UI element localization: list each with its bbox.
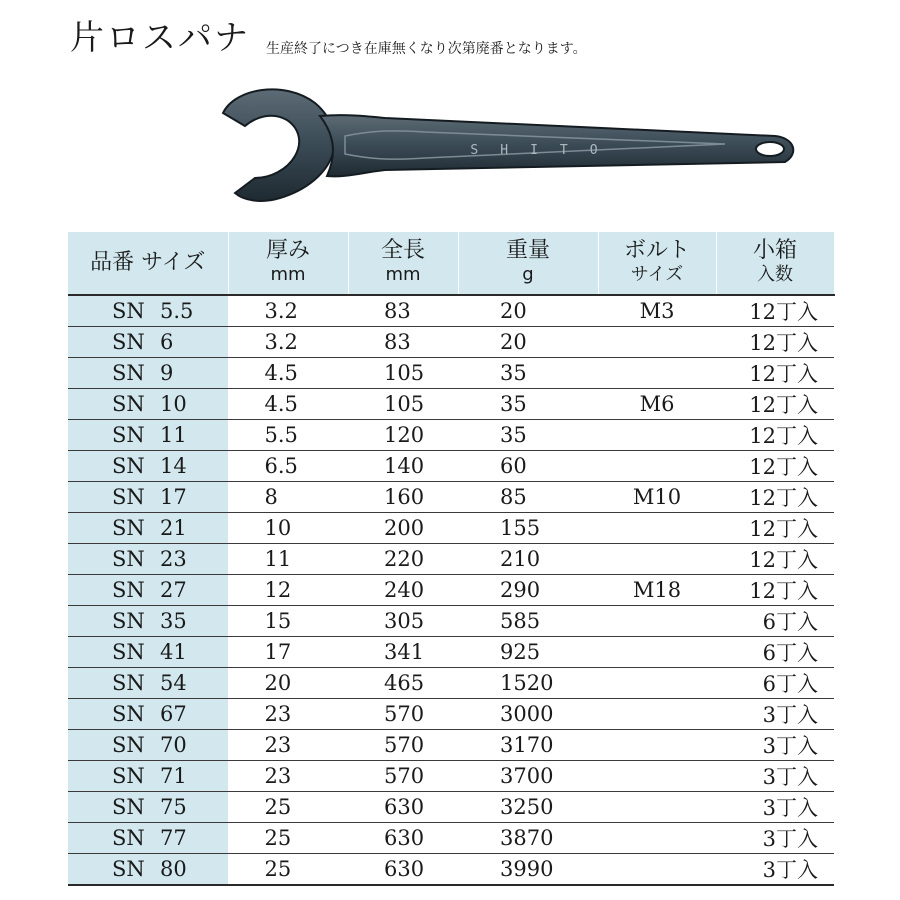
cell-bolt-size [598, 668, 716, 699]
cell-length: 105 [348, 358, 458, 389]
cell-length: 465 [348, 668, 458, 699]
cell-length: 83 [348, 327, 458, 358]
cell-thickness: 4.5 [228, 389, 348, 420]
page-title: 片ロスパナ [70, 18, 250, 58]
cell-thickness: 23 [228, 761, 348, 792]
cell-bolt-size [598, 699, 716, 730]
cell-bolt-size [598, 544, 716, 575]
cell-weight: 35 [458, 358, 598, 389]
part-size: 5.5 [160, 299, 194, 323]
cell-weight: 585 [458, 606, 598, 637]
part-prefix: SN [112, 857, 145, 881]
cell-thickness: 23 [228, 699, 348, 730]
part-prefix: SN [112, 547, 145, 571]
cell-bolt-size [598, 792, 716, 823]
cell-part-number [68, 823, 228, 854]
cell-bolt-size [598, 451, 716, 482]
cell-part-number [68, 513, 228, 544]
cell-box-qty: 12丁入 [716, 544, 834, 575]
wrench-head [223, 89, 334, 201]
cell-weight: 3000 [458, 699, 598, 730]
wrench-photo [215, 78, 805, 218]
cell-box-qty: 3丁入 [716, 854, 834, 886]
cell-length: 83 [348, 295, 458, 327]
cell-part-number [68, 854, 228, 886]
cell-weight: 3170 [458, 730, 598, 761]
table-row [68, 792, 834, 823]
part-size: 70 [160, 733, 187, 757]
part-size: 67 [160, 702, 187, 726]
part-prefix: SN [112, 392, 145, 416]
cell-part-number [68, 699, 228, 730]
cell-thickness: 6.5 [228, 451, 348, 482]
cell-weight: 3990 [458, 854, 598, 886]
cell-thickness: 8 [228, 482, 348, 513]
table-row [68, 761, 834, 792]
part-size: 11 [160, 423, 187, 447]
cell-bolt-size: M10 [598, 482, 716, 513]
cell-part-number [68, 637, 228, 668]
cell-bolt-size: M6 [598, 389, 716, 420]
col-header-unit: サイズ [630, 264, 684, 285]
cell-box-qty: 12丁入 [716, 389, 834, 420]
cell-thickness: 15 [228, 606, 348, 637]
part-prefix: SN [112, 485, 145, 509]
cell-length: 200 [348, 513, 458, 544]
cell-weight: 3870 [458, 823, 598, 854]
cell-length: 570 [348, 761, 458, 792]
wrench-engraving: SHITO [470, 143, 620, 158]
table-row [68, 668, 834, 699]
spec-table [68, 232, 835, 886]
cell-thickness: 4.5 [228, 358, 348, 389]
col-header-part-size [68, 232, 228, 295]
col-header-label: 全長 [380, 238, 425, 263]
cell-weight: 155 [458, 513, 598, 544]
cell-bolt-size [598, 761, 716, 792]
cell-bolt-size [598, 513, 716, 544]
cell-weight: 1520 [458, 668, 598, 699]
col-header-unit: g [522, 264, 534, 285]
col-header-weight [458, 232, 598, 295]
cell-bolt-size [598, 823, 716, 854]
cell-box-qty: 3丁入 [716, 792, 834, 823]
table-row [68, 513, 834, 544]
table-row [68, 854, 834, 886]
cell-bolt-size [598, 606, 716, 637]
table-row [68, 606, 834, 637]
col-header-label: 厚み [265, 238, 310, 263]
part-size: 21 [160, 516, 187, 540]
cell-part-number [68, 389, 228, 420]
cell-box-qty: 12丁入 [716, 327, 834, 358]
cell-thickness: 25 [228, 792, 348, 823]
part-prefix: SN [112, 795, 145, 819]
part-prefix: SN [112, 516, 145, 540]
part-prefix: SN [112, 826, 145, 850]
cell-length: 105 [348, 389, 458, 420]
col-header-length [348, 232, 458, 295]
table-row [68, 358, 834, 389]
part-prefix: SN [112, 702, 145, 726]
part-prefix: SN [112, 423, 145, 447]
cell-thickness: 23 [228, 730, 348, 761]
table-row [68, 637, 834, 668]
cell-length: 341 [348, 637, 458, 668]
part-size: 75 [160, 795, 187, 819]
col-header-unit: 入数 [757, 264, 793, 285]
part-prefix: SN [112, 640, 145, 664]
part-prefix: SN [112, 361, 145, 385]
col-header-unit: mm [270, 264, 306, 285]
cell-weight: 85 [458, 482, 598, 513]
cell-box-qty: 3丁入 [716, 823, 834, 854]
col-header-label: 重量 [505, 238, 550, 263]
part-size: 41 [160, 640, 187, 664]
table-header-row [68, 232, 834, 295]
cell-weight: 3250 [458, 792, 598, 823]
cell-box-qty: 3丁入 [716, 699, 834, 730]
part-size: 6 [160, 330, 174, 354]
part-size: 77 [160, 826, 187, 850]
cell-part-number [68, 295, 228, 327]
cell-weight: 35 [458, 389, 598, 420]
part-size: 14 [160, 454, 187, 478]
cell-part-number [68, 792, 228, 823]
col-header-bolt-size [598, 232, 716, 295]
cell-box-qty: 12丁入 [716, 451, 834, 482]
cell-box-qty: 3丁入 [716, 730, 834, 761]
cell-length: 140 [348, 451, 458, 482]
cell-thickness: 10 [228, 513, 348, 544]
col-header-label: 品番 サイズ [90, 250, 206, 275]
cell-weight: 210 [458, 544, 598, 575]
part-prefix: SN [112, 454, 145, 478]
table-row [68, 823, 834, 854]
cell-length: 630 [348, 854, 458, 886]
cell-weight: 290 [458, 575, 598, 606]
cell-bolt-size [598, 730, 716, 761]
part-size: 27 [160, 578, 187, 602]
cell-part-number [68, 730, 228, 761]
cell-thickness: 17 [228, 637, 348, 668]
cell-box-qty: 12丁入 [716, 295, 834, 327]
cell-length: 570 [348, 730, 458, 761]
cell-bolt-size [598, 637, 716, 668]
cell-box-qty: 6丁入 [716, 637, 834, 668]
part-prefix: SN [112, 733, 145, 757]
part-size: 71 [160, 764, 187, 788]
cell-part-number [68, 358, 228, 389]
cell-length: 570 [348, 699, 458, 730]
col-header-box-qty [716, 232, 834, 295]
cell-bolt-size: M3 [598, 295, 716, 327]
table-row [68, 295, 834, 327]
table-row [68, 730, 834, 761]
cell-part-number [68, 482, 228, 513]
part-size: 54 [160, 671, 187, 695]
table-row [68, 420, 834, 451]
cell-length: 630 [348, 823, 458, 854]
cell-bolt-size [598, 358, 716, 389]
part-prefix: SN [112, 330, 145, 354]
cell-box-qty: 12丁入 [716, 575, 834, 606]
cell-weight: 35 [458, 420, 598, 451]
cell-box-qty: 12丁入 [716, 482, 834, 513]
cell-thickness: 25 [228, 854, 348, 886]
cell-thickness: 20 [228, 668, 348, 699]
cell-thickness: 5.5 [228, 420, 348, 451]
part-prefix: SN [112, 764, 145, 788]
table-row [68, 389, 834, 420]
col-header-label: ボルト [623, 238, 690, 263]
cell-bolt-size: M18 [598, 575, 716, 606]
cell-length: 220 [348, 544, 458, 575]
spec-table-body [68, 295, 834, 885]
cell-length: 160 [348, 482, 458, 513]
cell-part-number [68, 451, 228, 482]
cell-box-qty: 12丁入 [716, 420, 834, 451]
part-prefix: SN [112, 671, 145, 695]
cell-box-qty: 3丁入 [716, 761, 834, 792]
table-row [68, 544, 834, 575]
cell-length: 240 [348, 575, 458, 606]
part-prefix: SN [112, 578, 145, 602]
cell-length: 305 [348, 606, 458, 637]
cell-weight: 60 [458, 451, 598, 482]
cell-length: 630 [348, 792, 458, 823]
cell-thickness: 11 [228, 544, 348, 575]
cell-part-number [68, 761, 228, 792]
cell-weight: 20 [458, 295, 598, 327]
cell-weight: 20 [458, 327, 598, 358]
cell-part-number [68, 575, 228, 606]
cell-weight: 3700 [458, 761, 598, 792]
cell-bolt-size [598, 327, 716, 358]
table-row [68, 327, 834, 358]
part-prefix: SN [112, 299, 145, 323]
cell-box-qty: 12丁入 [716, 513, 834, 544]
part-prefix: SN [112, 609, 145, 633]
cell-part-number [68, 668, 228, 699]
cell-bolt-size [598, 854, 716, 886]
discontinued-notice: 生産終了につき在庫無くなり次第廃番となります。 [266, 41, 587, 57]
cell-thickness: 12 [228, 575, 348, 606]
hanging-hole [756, 142, 784, 156]
cell-weight: 925 [458, 637, 598, 668]
part-size: 9 [160, 361, 174, 385]
cell-thickness: 25 [228, 823, 348, 854]
cell-thickness: 3.2 [228, 295, 348, 327]
table-row [68, 575, 834, 606]
part-size: 10 [160, 392, 187, 416]
part-size: 17 [160, 485, 187, 509]
cell-box-qty: 6丁入 [716, 668, 834, 699]
table-row [68, 482, 834, 513]
cell-part-number [68, 544, 228, 575]
cell-part-number [68, 606, 228, 637]
part-size: 23 [160, 547, 187, 571]
cell-part-number [68, 327, 228, 358]
cell-length: 120 [348, 420, 458, 451]
part-size: 80 [160, 857, 187, 881]
cell-box-qty: 6丁入 [716, 606, 834, 637]
cell-part-number [68, 420, 228, 451]
col-header-label: 小箱 [752, 238, 797, 263]
cell-thickness: 3.2 [228, 327, 348, 358]
part-size: 35 [160, 609, 187, 633]
cell-box-qty: 12丁入 [716, 358, 834, 389]
col-header-thickness [228, 232, 348, 295]
col-header-unit: mm [385, 264, 421, 285]
table-row [68, 451, 834, 482]
cell-bolt-size [598, 420, 716, 451]
table-row [68, 699, 834, 730]
